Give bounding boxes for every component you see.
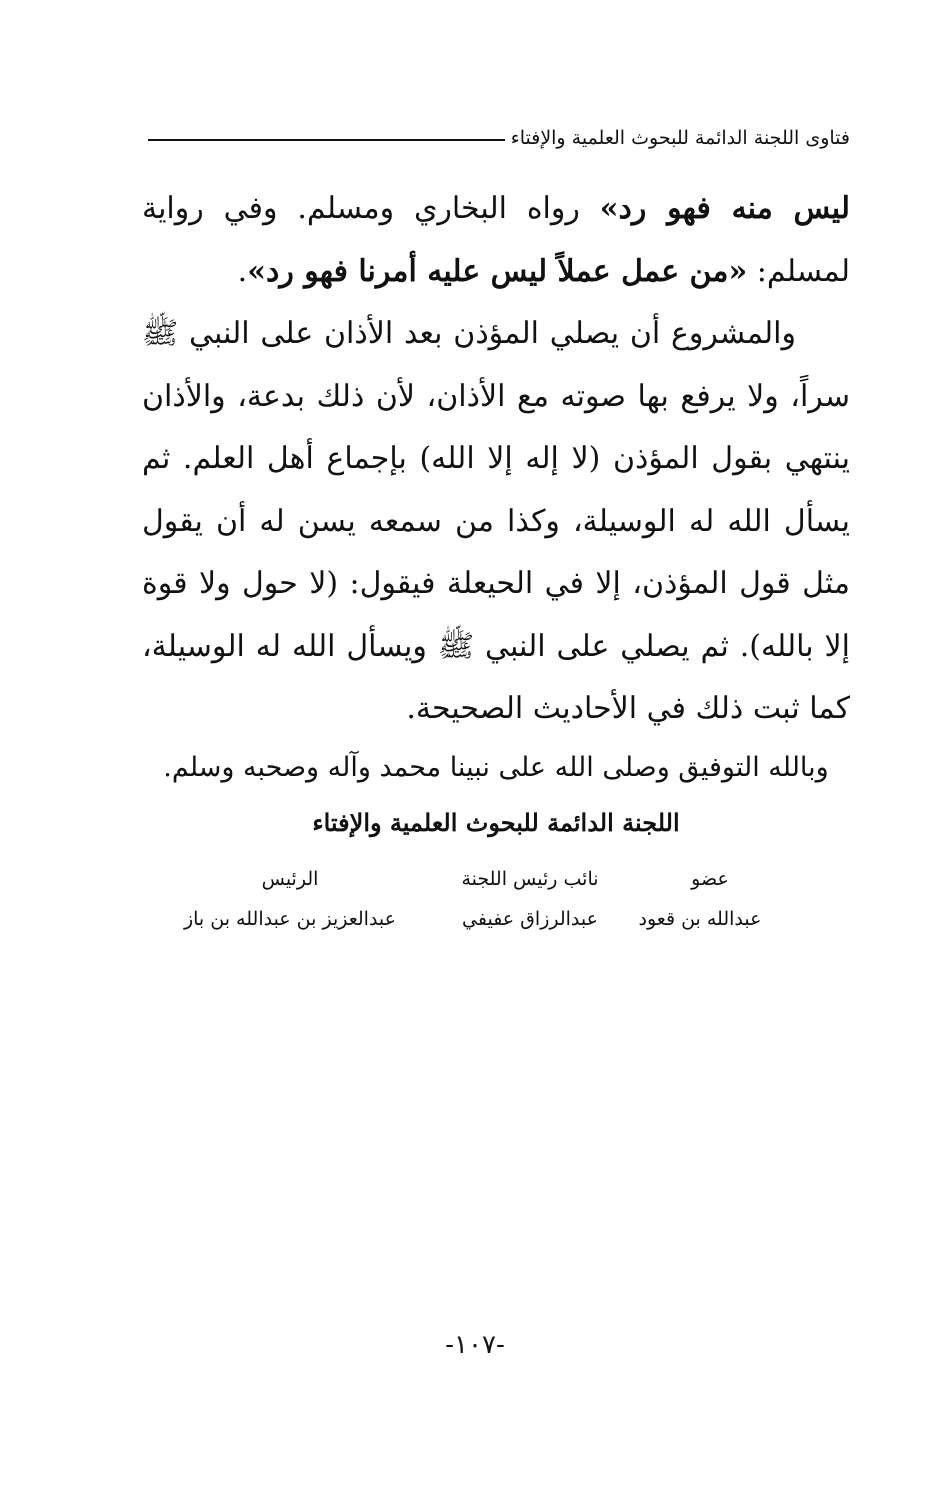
header-rule [148, 139, 505, 141]
paragraph-1-end: . [237, 253, 248, 289]
chair-name: عبدالعزيز بن عبدالله بن باز [183, 908, 397, 930]
running-header [148, 120, 850, 156]
body-text [142, 178, 850, 741]
member-role: عضو [691, 868, 729, 890]
quote-end-bold: ليس منه فهو رد» [599, 191, 850, 226]
header-title: فتاوى اللجنة الدائمة للبحوث العلمية والإفتاء [510, 127, 850, 149]
page-number: -١٠٧- [445, 1330, 505, 1360]
chair-role: الرئيس [261, 868, 319, 890]
committee-name: اللجنة الدائمة للبحوث العلمية والإفتاء [312, 808, 680, 837]
paragraph-1 [142, 178, 850, 303]
closing-line: وبالله التوفيق وصلى الله على نبينا محمد وآله وصحبه وسلم. [163, 752, 829, 783]
citation-text: رواه البخاري ومسلم. وفي رواية لمسلم: [142, 191, 850, 289]
member-name: عبدالله بن قعود [638, 908, 762, 930]
vice-chair-role: نائب رئيس اللجنة [461, 868, 599, 890]
hadith-quote-bold: «من عمل عملاً ليس عليه أمرنا فهو رد» [247, 253, 748, 289]
paragraph-2: والمشروع أن يصلي المؤذن بعد الأذان على النبي ﷺ سراً، ولا يرفع بها صوته مع الأذان، لأن ذلك بدعة، والأذان ينتهي بقول المؤذن (لا إله إلا الله) بإجماع أهل العلم. ثم يسأل الله له الوسيلة، وكذا من سمعه يسن له أن يقول مثل قول المؤذن، إلا في الحيعلة فيقول: (لا حول ولا قوة إلا بالله). ثم يصلي على النبي ﷺ ويسأل الله له الوسيلة، كما ثبت ذلك في الأحاديث الصحيحة. [142, 316, 850, 726]
vice-chair-name: عبدالرزاق عفيفي [462, 908, 598, 930]
